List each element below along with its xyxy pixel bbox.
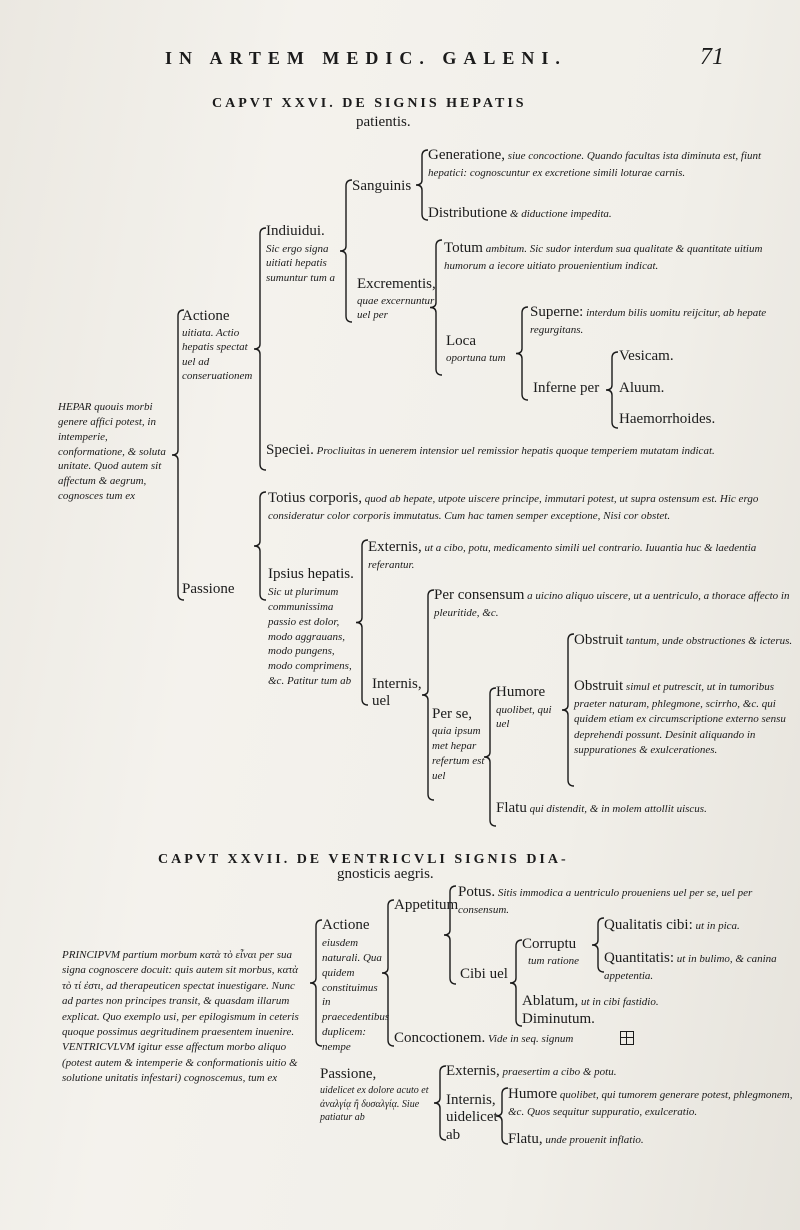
brace-loca <box>516 307 528 400</box>
actione-desc: uitiata. Actio hepatis spectat uel ad conseruationem <box>182 327 253 382</box>
ablatum-label: Ablatum, <box>522 993 579 1009</box>
v-actione-desc: eiusdem naturali. Qua quidem constituimus in praecedentibus duplicem: nempe <box>322 937 390 1053</box>
sanguinis-label: Sanguinis <box>352 178 412 194</box>
brace-v-root <box>310 920 322 1046</box>
chapter-26-title: CAPVT XXVI. DE SIGNIS HEPATIS <box>212 96 527 111</box>
brace-ipsius <box>356 540 368 705</box>
ablatum-text: ut in cibi fastidio. <box>581 996 659 1008</box>
brace-cibi <box>510 940 522 1026</box>
potus-label: Potus. <box>458 884 496 900</box>
humore-label: Humore <box>496 684 546 700</box>
running-title: IN ARTEM MEDIC. GALENI. <box>165 48 567 68</box>
v-externis-label: Externis, <box>446 1063 500 1079</box>
generatione-label: Generatione, <box>428 147 506 163</box>
v-passione-label: Passione, <box>320 1066 377 1082</box>
qualitatis-label: Qualitatis cibi: <box>604 917 693 933</box>
corruptu-label: Corruptu <box>522 936 577 952</box>
cross-reference-symbol <box>620 1031 634 1045</box>
indiuidui-label: Indiuidui. <box>266 223 325 239</box>
superne-text: interdum bilis uomitu reijcitur, ab hepate regurgitans. <box>530 307 767 336</box>
ipsius-desc: Sic ut plurimum communissima passio est dolor, modo aggrauans, modo pungens, modo comprimens, &c. Patitur tum ab <box>268 586 352 688</box>
loca-desc: oportuna tum <box>446 352 506 364</box>
obstruit-tantum-text: tantum, unde obstructiones & icterus. <box>625 635 793 647</box>
corruptu-desc: tum ratione <box>528 955 580 967</box>
cibi-label: Cibi uel <box>460 966 508 982</box>
inferne-item: Vesicam. <box>619 348 674 364</box>
brace-passione <box>254 492 266 600</box>
diminutum-label: Diminutum. <box>522 1011 595 1027</box>
speciei-text: Procliuitas in uenerem intensior uel remissior hepatis quoque temperiem mutatam indicat. <box>316 445 715 457</box>
externis-text: ut a cibo, potu, medicamento simili uel contrario. Iuuantia huc & laedentia referantur. <box>368 542 757 571</box>
appetitum-label: Appetitum <box>394 897 459 913</box>
excrementis-label: Excrementis, <box>357 276 436 292</box>
flatu-label: Flatu <box>496 800 527 816</box>
inferne-item: Aluum. <box>619 380 665 396</box>
totum-label: Totum <box>444 240 483 256</box>
loca-label: Loca <box>446 333 476 349</box>
actione-label: Actione <box>182 308 230 324</box>
obstruit-putrescit-label: Obstruit <box>574 678 624 694</box>
quantitatis-label: Quantitatis: <box>604 950 674 966</box>
brace-sanguinis <box>416 150 428 220</box>
indiuidui-desc: Sic ergo signa uitiati hepatis sumuntur tum a <box>266 243 336 284</box>
v-humore-label: Humore <box>508 1086 558 1102</box>
superne-label: Superne: <box>530 304 584 320</box>
per-se-label: Per se, <box>432 706 472 722</box>
per-se-desc: quia ipsum met hepar refertum est uel <box>432 725 485 782</box>
chapter-26-title-cont: patientis. <box>356 114 411 130</box>
v-flatu-text: unde prouenit inflatio. <box>545 1134 644 1146</box>
v-externis-text: praesertim a cibo & potu. <box>502 1066 617 1078</box>
v-flatu-label: Flatu, <box>508 1131 543 1147</box>
internis-label: Internis, uel <box>372 676 422 710</box>
brace-inferne <box>606 352 618 428</box>
page-number: 71 <box>700 44 724 70</box>
v-humore-text: quolibet, qui tumorem generare potest, phlegmonem, &c. Quos sequitur suppuratio, exulceratio. <box>508 1089 793 1118</box>
totius-label: Totius corporis, <box>268 490 362 506</box>
distributione-text: & diductione impedita. <box>509 208 612 220</box>
ipsius-label: Ipsius hepatis. <box>268 566 354 582</box>
brace-actione <box>254 228 266 470</box>
totum-text: ambitum. Sic sudor interdum sua qualitate & quantitate uitium humorum a iecore uitiato prouenientium indicat. <box>444 243 763 272</box>
brace-corruptu <box>592 918 604 972</box>
hepar-root-text: HEPAR quouis morbi genere affici potest, in intemperie, conformatione, & soluta unitate. Quod autem sit affectum & aegrum, cognosces tum ex <box>58 401 166 503</box>
v-actione-label: Actione <box>322 917 370 933</box>
v-passione-desc: uidelicet ex dolore acuto et ἀναλγίᾳ ἢ δυσαλγίᾳ. Siue patiatur ab <box>320 1085 429 1123</box>
flatu-text: qui distendit, & in molem attollit uiscus. <box>529 803 707 815</box>
chapter-27-title-cont: gnosticis aegris. <box>337 866 434 882</box>
quantitatis-text: ut in bulimo, & canina appetentia. <box>604 953 777 982</box>
potus-text: Sitis immodica a uentriculo proueniens uel per se, uel per consensum. <box>458 887 753 916</box>
totius-text: quod ab hepate, utpote uiscere principe, immutari potest, ut supra ostensum est. Hic ergo consideratur color corporis immutatus. Cum hac tamen semper exceptione, Nisi cor obstet. <box>268 493 759 522</box>
obstruit-tantum-label: Obstruit <box>574 632 624 648</box>
excrementis-desc: quae excernuntur uel per <box>357 295 435 322</box>
per-consensum-label: Per consensum <box>434 587 525 603</box>
v-internis-label: Internis, uidelicet ab <box>446 1092 498 1143</box>
chapter-27-title: CAPVT XXVII. DE VENTRICVLI SIGNIS DIA- <box>158 852 569 867</box>
speciei-label: Speciei. <box>266 442 314 458</box>
inferne-item: Haemorrhoides. <box>619 411 716 427</box>
ventriculus-root-text: PRINCIPVM partium morbum κατὰ τὸ εἶναι per sua signa cognoscere docuit: quis autem sit morbus, κατὰ τὸ τί ἐστι, ad therapeuticen spectat inuestigare. Nunc ad partes non principes transit, & quasdam illarum explicat. Quo exemplo usi, per epilogismum in ceteris quoque possimus aegritudinem praesentem inuenire. VENTRICVLVM igitur esse affectum morbo aliquo (potest autem & intemperie & conformationis uitio & solutione unitatis infestari) cognoscemus, tum ex <box>62 949 299 1085</box>
per-consensum-text: a uicino aliquo uiscere, ut a uentriculo, a thorace affecto in pleuritide, &c. <box>434 590 790 619</box>
externis-label: Externis, <box>368 539 422 555</box>
distributione-label: Distributione <box>428 205 508 221</box>
brace-v-passione <box>434 1066 446 1140</box>
generatione-text: siue concoctione. Quando facultas ista diminuta est, fiunt hepatici: cognoscuntur ex excretione simili loturae carnis. <box>428 150 762 179</box>
inferne-label: Inferne per <box>533 380 600 396</box>
concoctionem-label: Concoctionem. <box>394 1030 486 1046</box>
obstruit-putrescit-text: simul et putrescit, ut in tumoribus praeter naturam, phlegmone, scirrho, &c. qui quidem etiam ex circumscriptione externo sensu deprehendi possunt. Desinit aliquando in suppurationes & exulcerationes. <box>574 681 786 757</box>
concoctionem-text: Vide in seq. signum <box>487 1033 574 1045</box>
humore-desc: quolibet, qui uel <box>496 704 552 731</box>
qualitatis-text: ut in pica. <box>695 920 740 932</box>
passione-label: Passione <box>182 581 235 597</box>
